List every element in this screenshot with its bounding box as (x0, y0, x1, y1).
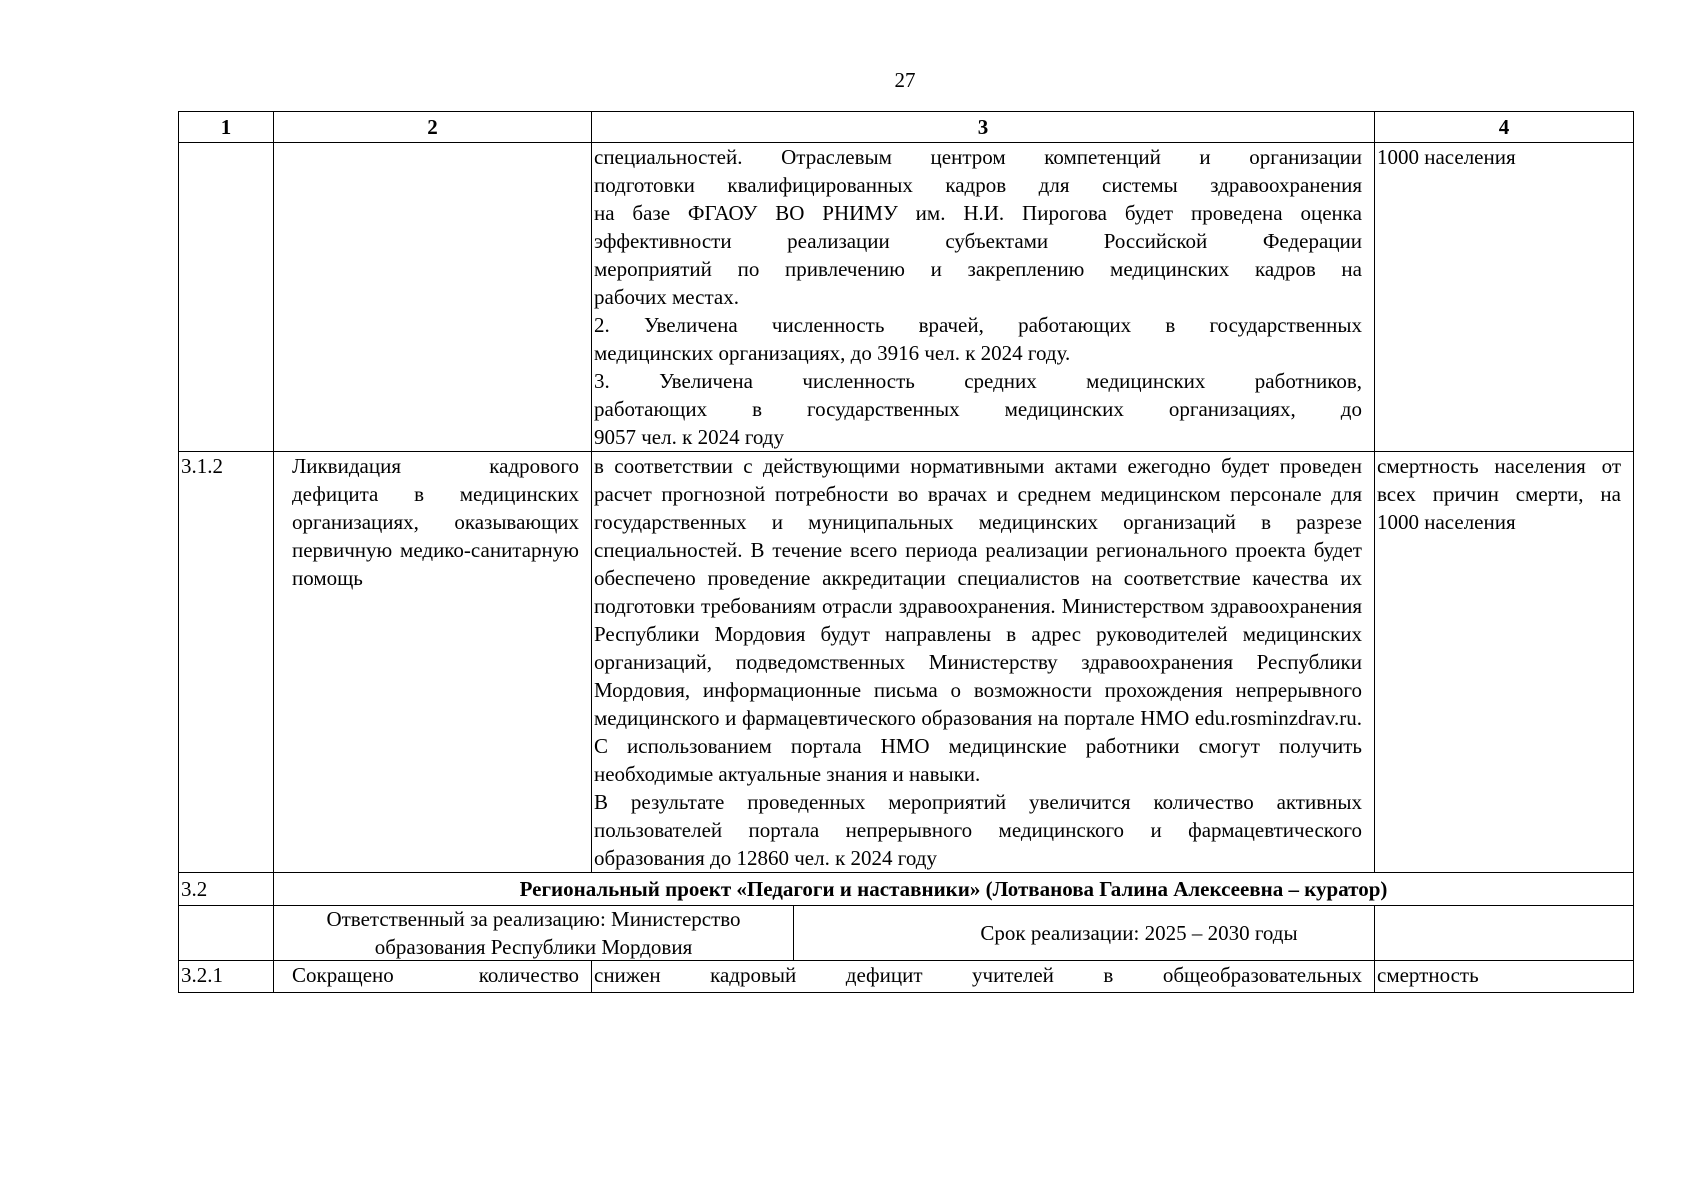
column-header-1: 1 (179, 112, 274, 143)
description-cell: снижен кадровый дефицит учителей в общеобразовательных (592, 961, 1375, 993)
term-text: Срок реализации: 2025 – 2030 годы (980, 921, 1298, 945)
description-line: работающих в государственных медицинских организациях, до (594, 397, 1362, 421)
event-name-cell: Сокращено количество (274, 961, 592, 993)
column-header-3: 3 (592, 112, 1375, 143)
term-filler-cell (1375, 906, 1634, 961)
description-paragraph: В результате проведенных мероприятий увеличится количество активных пользователей портала непрерывного медицинского и фармацевтического образования до 12860 чел. к 2024 году (594, 790, 1362, 870)
description-cell (592, 143, 1375, 452)
table-row-3-1-2 (179, 452, 1634, 873)
row-number-cell (179, 906, 274, 961)
column-header-2: 2 (274, 112, 592, 143)
description-line: специальностей. Отраслевым центром компетенций и организации (594, 145, 1362, 169)
description-line: на базе ФГАОУ ВО РНИМУ им. Н.И. Пирогова будет проведена оценка (594, 201, 1362, 225)
event-name-cell (274, 143, 592, 452)
description-line: 3. Увеличена численность средних медицинских работников, (594, 369, 1362, 393)
responsible-split (274, 906, 1374, 960)
indicator-cell: 1000 населения (1375, 143, 1634, 452)
table-row-3-2 (179, 873, 1634, 906)
description-line: 9057 чел. к 2024 году (594, 425, 784, 449)
column-header-4: 4 (1375, 112, 1634, 143)
project-title: Региональный проект «Педагоги и наставники» (Лотванова Галина Алексеевна – куратор) (274, 873, 1634, 906)
description-paragraph: в соответствии с действующими нормативными актами ежегодно будет проведен расчет прогнозной потребности во врачах и среднем медицинском персонале для государственных и муниципальных медицинских организаций в разрезе специальностей. В течение всего периода реализации регионального проекта будет обеспечено проведение аккредитации специалистов на соответствие качества их подготовки требованиям отрасли здравоохранения. Министерством здравоохранения Республики Мордовия будут направлены в адрес руководителей медицинских организаций, подведомственных Министерству здравоохранения Республики Мордовия, информационные письма о возможности прохождения непрерывного медицинского и фармацевтического образования на портале НМО edu.rosminzdrav.ru. С использованием портала НМО медицинские работники смогут получить необходимые актуальные знания и навыки. (594, 454, 1362, 786)
activities-table (178, 111, 1634, 993)
description-cell (592, 452, 1375, 873)
row-number-cell: 3.2.1 (179, 961, 274, 993)
row-number-cell: 3.1.2 (179, 452, 274, 873)
table-row-responsible (179, 906, 1634, 961)
description-line: медицинских организациях, до 3916 чел. к 2024 году. (594, 341, 1071, 365)
page-number: 27 (894, 68, 916, 92)
table-row-continuation (179, 143, 1634, 452)
event-name-cell: Ликвидация кадрового дефицита в медицинских организациях, оказывающих первичную медико-санитарную помощь (274, 452, 592, 873)
indicator-cell: смертность населения от всех причин смерти, на 1000 населения (1375, 452, 1634, 873)
description-line: эффективности реализации субъектами Российской Федерации (594, 229, 1362, 253)
description-line: 2. Увеличена численность врачей, работающих в государственных (594, 313, 1362, 337)
indicator-cell: смертность (1375, 961, 1634, 993)
row-number-cell: 3.2 (179, 873, 274, 906)
table-row-3-2-1 (179, 961, 1634, 993)
responsible-text: Ответственный за реализацию: Министерство образования Республики Мордовия (274, 906, 794, 960)
table-header-row (179, 112, 1634, 143)
responsible-split-cell (274, 906, 1375, 961)
description-line: мероприятий по привлечению и закреплению медицинских кадров на (594, 257, 1362, 281)
description-line: рабочих местах. (594, 285, 739, 309)
description-line: подготовки квалифицированных кадров для системы здравоохранения (594, 173, 1362, 197)
row-number-cell (179, 143, 274, 452)
